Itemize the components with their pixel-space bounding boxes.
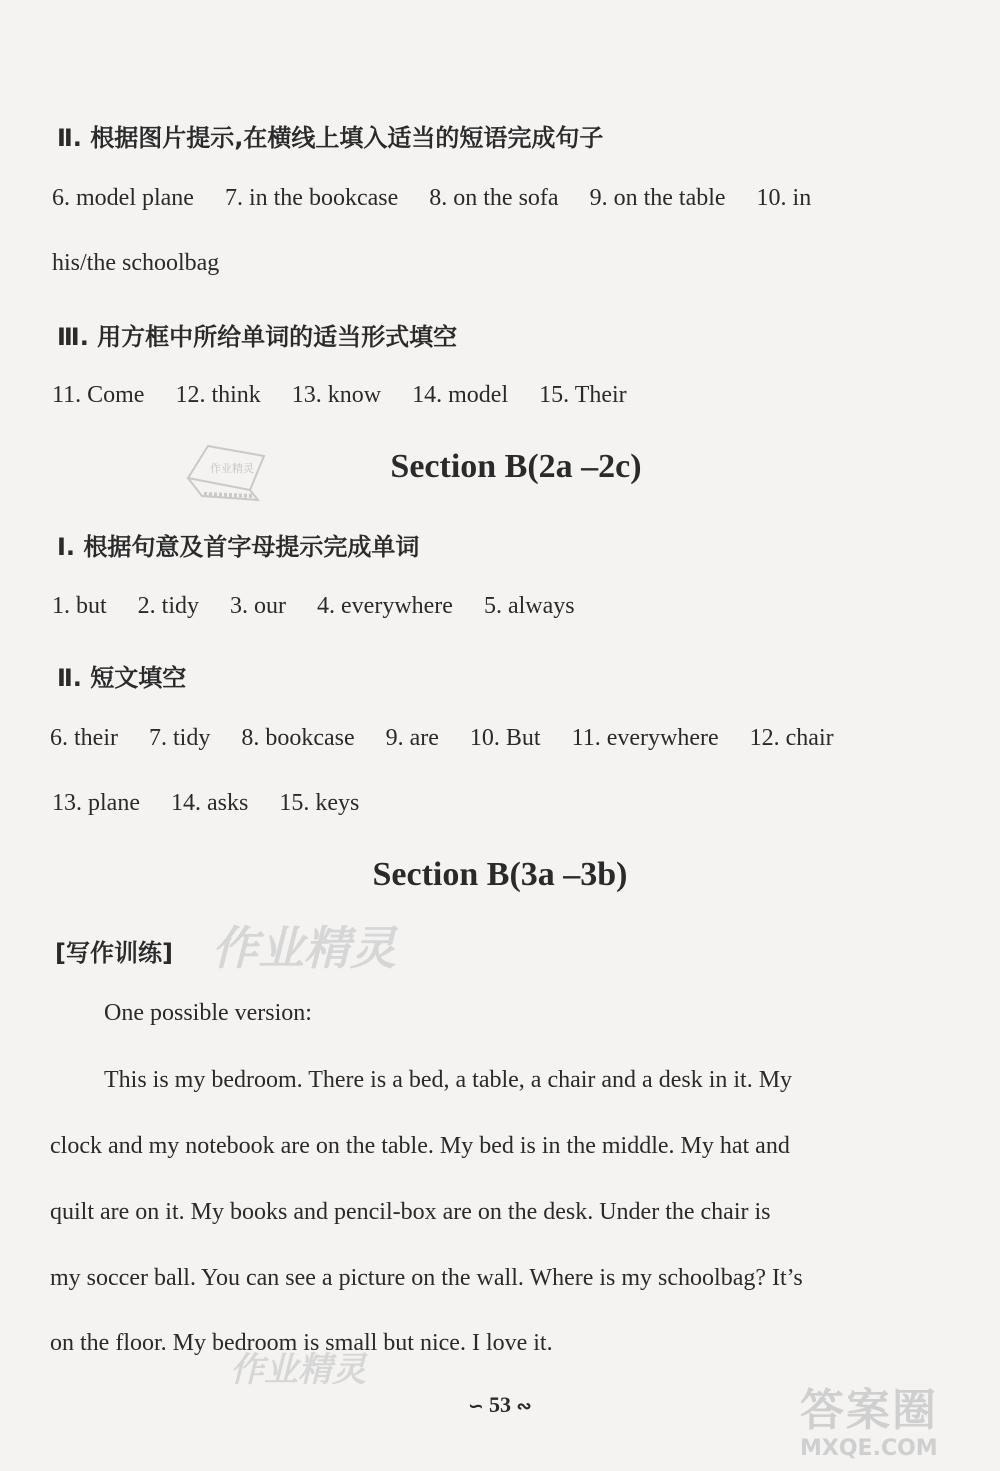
swirl-right-icon: ∾ [516, 1396, 532, 1416]
answer-12: 12. think [175, 382, 261, 408]
writing-practice-label: [写作训练] [55, 939, 173, 967]
corner-watermark-text: 答案圈 [800, 1385, 938, 1436]
answer-b1-8: 8. bookcase [241, 725, 355, 751]
answer-11: 11. Come [52, 382, 145, 408]
essay-line-5: on the floor. My bedroom is small but nice. I love it. [50, 1330, 553, 1356]
answer-7: 7. in the bookcase [224, 185, 399, 211]
section-b1-part-2-answers-line-2 [52, 790, 384, 817]
answer-14: 14. model [412, 382, 509, 408]
section-b-3a-3b-title: Section B(3a –3b) [372, 856, 628, 893]
answer-8: 8. on the sofa [429, 185, 559, 211]
answer-6: 6. model plane [52, 185, 194, 211]
answer-9: 9. on the table [589, 185, 726, 211]
watermark-text-2: 作业精灵 [230, 1350, 366, 1390]
answer-b1-14: 14. asks [170, 790, 249, 816]
answer-b1-7: 7. tidy [148, 725, 211, 751]
page-number-value: 53 [489, 1392, 511, 1417]
corner-watermark-url: MXQE.COM [800, 1436, 938, 1461]
answer-b1-11: 11. everywhere [571, 725, 719, 751]
answer-b1-9: 9. are [385, 725, 439, 751]
section-2-answers-line-1 [52, 185, 836, 212]
answer-b1-4: 4. everywhere [317, 593, 453, 619]
answer-b1-12: 12. chair [749, 725, 834, 751]
answer-b1-15: 15. keys [279, 790, 360, 816]
answer-b1-1: 1. but [52, 593, 107, 619]
essay-intro: One possible version: [104, 1000, 312, 1026]
essay-line-1: This is my bedroom. There is a bed, a table, a chair and a desk in it. My [104, 1067, 793, 1093]
logo-text: 作业精灵 [210, 462, 254, 475]
section-b1-part-1-heading: Ⅰ. 根据句意及首字母提示完成单词 [57, 533, 420, 561]
essay-line-2: clock and my notebook are on the table. My bed is in the middle. My hat and [50, 1133, 790, 1159]
section-3-heading: Ⅲ. 用方框中所给单词的适当形式填空 [57, 323, 458, 351]
answer-b1-10: 10. But [469, 725, 541, 751]
essay-line-3: quilt are on it. My books and pencil-box are on the desk. Under the chair is [50, 1199, 771, 1225]
section-b1-part-1-answers [52, 593, 600, 620]
section-3-answers [52, 382, 652, 409]
section-b-2a-2c-title: Section B(2a –2c) [390, 448, 642, 485]
answer-b1-3: 3. our [230, 593, 287, 619]
essay-line-4: my soccer ball. You can see a picture on the wall. Where is my schoolbag? It’s [50, 1265, 803, 1291]
answer-b1-5: 5. always [483, 593, 575, 619]
answer-10: 10. in [756, 185, 812, 211]
answer-b1-2: 2. tidy [137, 593, 200, 619]
corner-watermark [800, 1370, 980, 1470]
swirl-left-icon: ∽ [468, 1396, 484, 1416]
answer-b1-13: 13. plane [52, 790, 140, 816]
section-b1-part-2-heading: Ⅱ. 短文填空 [57, 664, 187, 692]
section-2-answers-line-2: his/the schoolbag [52, 250, 220, 276]
section-2-heading: Ⅱ. 根据图片提示,在横线上填入适当的短语完成句子 [57, 124, 604, 152]
answer-13: 13. know [291, 382, 382, 408]
watermark-text: 作业精灵 [212, 921, 396, 975]
answer-15: 15. Their [539, 382, 627, 408]
section-b1-part-2-answers-line-1 [50, 725, 834, 752]
answer-b1-6: 6. their [50, 725, 118, 751]
